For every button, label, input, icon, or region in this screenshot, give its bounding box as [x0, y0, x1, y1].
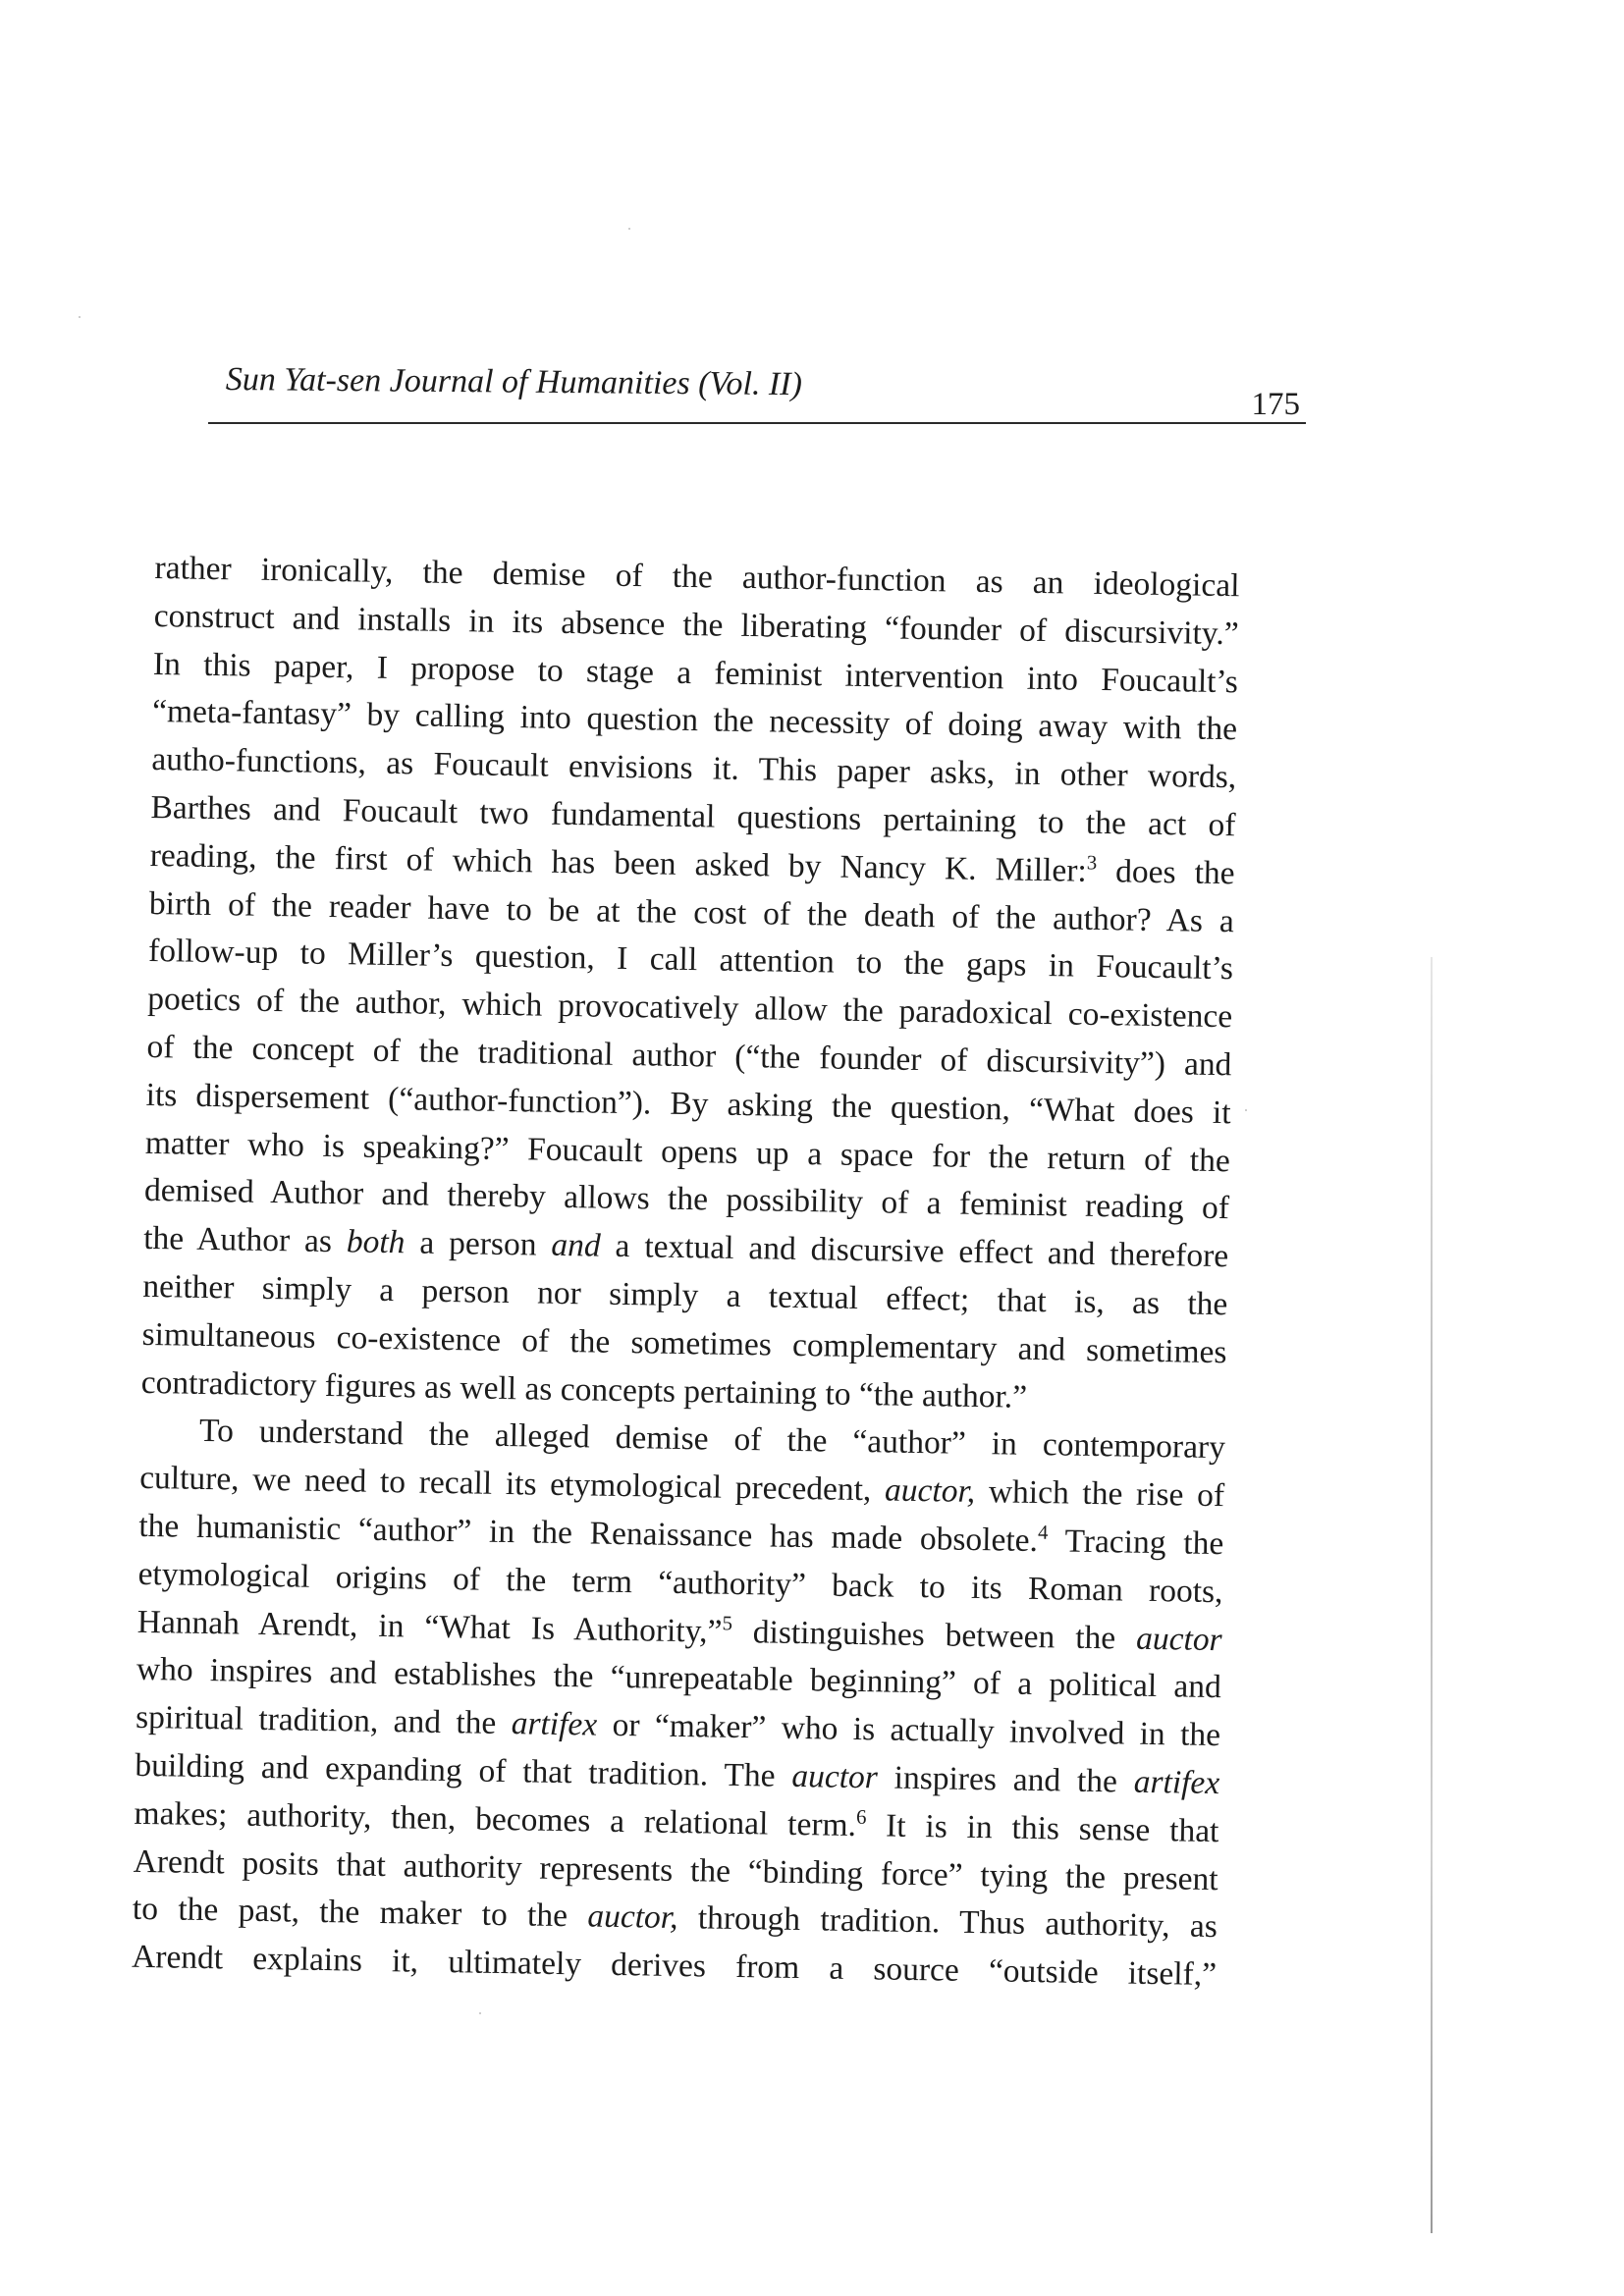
emphasis: auctor,	[587, 1897, 678, 1937]
body-text	[132, 545, 1240, 2000]
text-line: autho-functions, as Foucault envisions it. This paper asks, in other words,	[151, 741, 1237, 796]
text-segment: Tracing the	[1048, 1522, 1224, 1563]
text-line: etymological origins of the term “authority” back to its Roman roots,	[137, 1555, 1223, 1610]
text-segment: distinguishes between the	[731, 1613, 1137, 1657]
text-segment: reading, the first of which has been asked by Nancy K. Miller:	[149, 836, 1088, 889]
text-line: rather ironically, the demise of the author-function as an ideological	[154, 549, 1240, 605]
text-line: contradictory figures as well as concepts pertaining to “the author.”	[140, 1363, 1028, 1415]
scan-speck	[79, 316, 81, 318]
page-number: 175	[1251, 387, 1300, 422]
text-segment: a textual and discursive effect and therefore	[600, 1227, 1229, 1275]
scan-speck	[1245, 1109, 1247, 1111]
text-line: poetics of the author, which provocatively allow the paradoxical co-existence	[147, 981, 1233, 1036]
running-header	[208, 361, 1306, 424]
text-line: who inspires and establishes the “unrepeatable beginning” of a political and	[135, 1651, 1222, 1706]
text-segment: to the past, the maker to the	[132, 1891, 588, 1935]
text-line: demised Author and thereby allows the possibility of a feminist reading of	[143, 1172, 1230, 1227]
emphasis: and	[551, 1226, 601, 1264]
scan-speck	[628, 228, 630, 230]
text-segment: does the	[1096, 852, 1235, 892]
footnote-ref: 4	[1037, 1521, 1049, 1544]
text-segment: through tradition. Thus authority, as	[677, 1899, 1218, 1946]
text-line: simultaneous co-existence of the sometimes complementary and sometimes	[141, 1315, 1227, 1370]
text-line: Arendt explains it, ultimately derives from a source “outside itself,”	[131, 1938, 1218, 1994]
footnote-ref: 5	[722, 1611, 733, 1634]
emphasis: auctor,	[884, 1471, 976, 1511]
paragraph-first-line: To understand the alleged demise of the “author” in contemporary	[198, 1413, 1226, 1467]
footnote-ref: 3	[1086, 851, 1098, 875]
scan-edge-line	[1431, 957, 1433, 2233]
text-segment: the humanistic “author” in the Renaissance has made obsolete.	[138, 1507, 1039, 1559]
text-line: Barthes and Foucault two fundamental questions pertaining to the act of	[150, 788, 1236, 844]
text-line: In this paper, I propose to stage a feminist intervention into Foucault’s	[152, 645, 1239, 700]
text-line: “meta-fantasy” by calling into question the necessity of doing away with the	[151, 693, 1238, 748]
text-line: construct and installs in its absence the liberating “founder of discursivity.”	[153, 597, 1239, 653]
journal-title: Sun Yat-sen Journal of Humanities (Vol. II)	[225, 361, 803, 403]
text-segment: spiritual tradition, and the	[135, 1698, 513, 1742]
text-segment: a person	[405, 1224, 552, 1263]
text-line: matter who is speaking?” Foucault opens up a space for the return of the	[144, 1124, 1231, 1179]
text-line: follow-up to Miller’s question, I call attention to the gaps in Foucault’s	[147, 933, 1234, 988]
text-segment: or “maker” who is actually involved in the	[596, 1706, 1221, 1754]
text-segment: It is in this sense that	[866, 1806, 1219, 1849]
text-segment: Hannah Arendt, in “What Is Authority,”	[136, 1603, 723, 1650]
emphasis: artifex	[1133, 1763, 1220, 1802]
scan-speck	[479, 2012, 481, 2014]
text-segment: makes; authority, then, becomes a relational term.	[134, 1794, 857, 1843]
text-line: Arendt posits that authority represents the “binding force” tying the present	[133, 1842, 1218, 1897]
emphasis: auctor	[1135, 1620, 1222, 1658]
text-segment: inspires and the	[877, 1759, 1135, 1800]
emphasis: auctor	[791, 1757, 879, 1796]
text-line: its dispersement (“author-function”). By asking the question, “What does it	[145, 1076, 1231, 1132]
text-line: of the concept of the traditional author (“the founder of discursivity”) and	[146, 1028, 1232, 1084]
text-line: birth of the reader have to be at the cost of the death of the author? As a	[148, 884, 1235, 939]
text-segment: building and expanding of that tradition. The	[135, 1746, 792, 1794]
emphasis: artifex	[511, 1705, 598, 1743]
footnote-ref: 6	[855, 1805, 867, 1829]
text-segment: the Author as	[142, 1220, 348, 1260]
text-line: neither simply a person nor simply a textual effect; that is, as the	[142, 1267, 1228, 1323]
text-segment: culture, we need to recall its etymological precedent,	[138, 1460, 886, 1509]
emphasis: both	[346, 1223, 406, 1261]
text-segment: which the rise of	[974, 1473, 1225, 1515]
